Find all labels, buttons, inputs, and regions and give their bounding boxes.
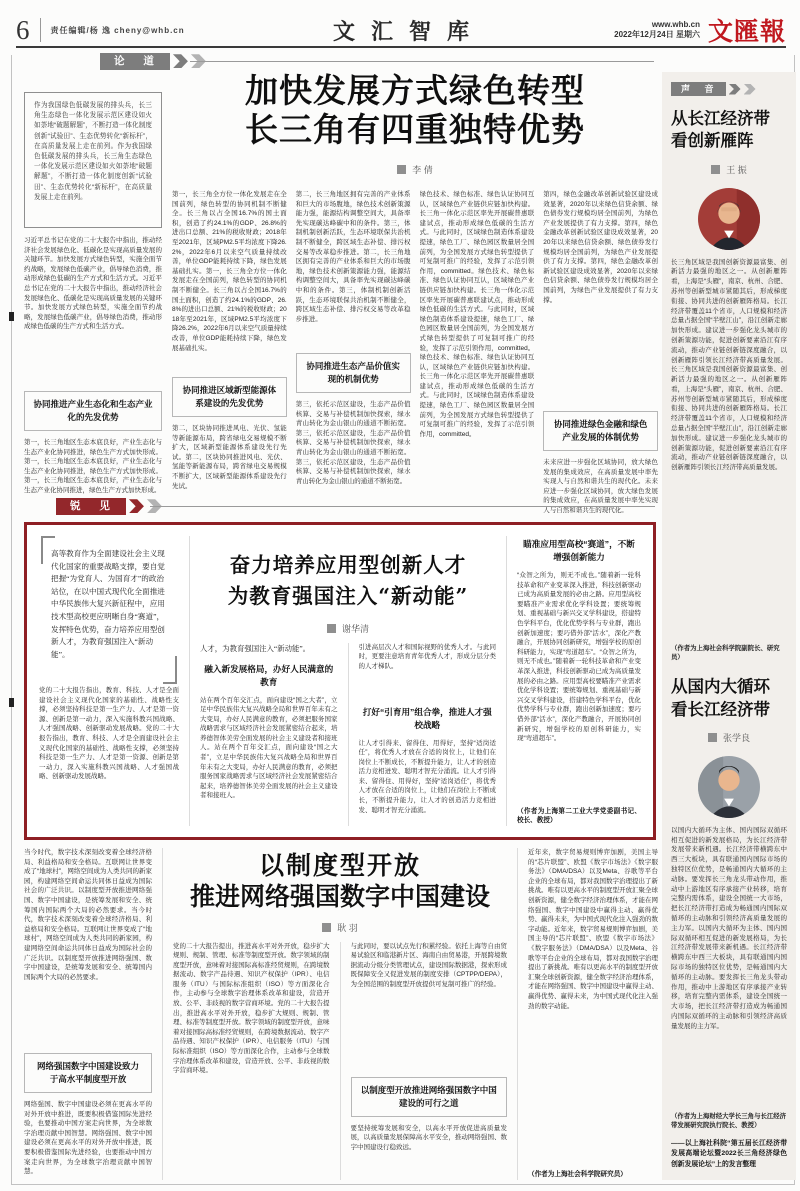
frame-tick-icon	[9, 312, 14, 321]
portrait-illustration	[698, 188, 760, 250]
talent-middle-block	[189, 536, 507, 826]
page-frame-bottom	[11, 1184, 795, 1185]
digital-column-4	[528, 848, 658, 1180]
page-number: 6	[16, 14, 30, 45]
subhead-box: 协同推进产业生态化和生态产业化的先发优势	[24, 391, 162, 431]
chevron-right-icon	[173, 54, 188, 68]
green-left-column	[24, 92, 162, 532]
frame-tick-icon	[9, 698, 14, 707]
portrait-photo-1	[698, 188, 760, 250]
website: www.whb.cn	[651, 20, 700, 29]
green-column-3	[296, 190, 411, 532]
portrait-photo-2	[698, 756, 760, 818]
chevron-right-icon	[729, 84, 741, 95]
body-text: 习近平总书记在党的二十大报告中指出，推动经济社会发展绿色化、低碳化是实现高质量发展的关键环节。加快发展方式绿色转型，实施全面节约战略，发展绿色低碳产业，倡导绿色消费，推动形成绿色低碳的生产方式和生活方式。习近平总书记在党的二十大报告中指出，推动经济社会发展绿色化、低碳化是实现高质量发展的关键环节。加快发展方式绿色转型，实施全面节约战略，发展绿色低碳产业，倡导绿色消费，推动形成绿色低碳的生产方式和生活方式。	[24, 237, 162, 331]
byline-author: 张学良	[722, 732, 750, 743]
digital-headline	[173, 850, 507, 913]
page-header	[16, 14, 786, 48]
body-text: 引进高层次人才和国际视野的优秀人才。与此同时，更要注意培育青年优秀人才，形成分层分类的人才梯队。	[358, 643, 496, 670]
byline-author: 李 倩	[412, 165, 433, 175]
byline-square-icon	[322, 923, 331, 932]
digital-byline	[173, 921, 507, 934]
intro-box	[24, 92, 162, 228]
portrait-illustration	[698, 756, 760, 818]
green-column-5	[543, 190, 658, 532]
byline-square-icon	[711, 165, 720, 174]
article-digital-china	[24, 848, 658, 1180]
body-text: 党的二十大报告指出，教育、科技、人才是全面建设社会主义现代化国家的基础性、战略性支撑，必须坚持科技是第一生产力、人才是第一资源、创新是第一动力，深入实施科教兴国战略、人才强国战略、创新驱动发展战略。党的二十大报告指出，教育、科技、人才是全面建设社会主义现代化国家的基础性、战略性支撑，必须坚持科技是第一生产力、人才是第一资源、创新是第一动力，深入实施科教兴国战略、人才强国战略、创新驱动发展战略。	[39, 687, 179, 781]
subhead: 融入新发展格局，办好人民满意的教育	[204, 663, 334, 687]
body-text: 网络强国、数字中国建设必须在更高水平的对外开放中推进，既要积极借鉴国际先进经验，也要推动中国方案走向世界，为全球数字治理贡献中国智慧。网络强国、数字中国建设必须在更高水平的对外开放中推进，既要积极借鉴国际先进经验，也要推动中国方案走向世界，为全球数字治理贡献中国智慧。	[24, 1101, 152, 1176]
byline-square-icon	[708, 733, 717, 742]
headline-line2: 看长江经济带	[671, 699, 770, 719]
sidebar-attribution-2: （作者为上海财经大学长三角与长江经济带发展研究院执行院长、教授）	[671, 1112, 787, 1130]
headline-line1: 从国内大循环	[671, 677, 770, 697]
subhead-box: 以制度型开放推进网络强国数字中国建设的可行之道	[351, 1077, 508, 1117]
article-green-transition	[24, 70, 658, 532]
subhead-box: 协同推进生态产品价值实现的机制优势	[296, 353, 411, 393]
digital-middle-block	[162, 848, 518, 1180]
byline-square-icon	[397, 165, 406, 174]
author-attribution: （作者为上海第二工业大学党委副书记、校长、教授）	[517, 807, 641, 825]
rule-line	[190, 61, 654, 62]
headline-line1: 加快发展方式绿色转型	[245, 71, 585, 110]
byline-author: 耿 羽	[337, 922, 358, 933]
badge-shengyin-label: 声 音	[671, 82, 726, 96]
green-body-columns	[172, 190, 658, 532]
sidebar-byline-1	[671, 163, 787, 176]
body-text: 第三，依托示范区建设，生态产品价值核算、交易与补偿机制加快探索，绿水青山转化为金山银山的通道不断拓宽。第三，依托示范区建设，生态产品价值核算、交易与补偿机制加快探索，绿水青山转化为金山银山的通道不断拓宽。第三，依托示范区建设，生态产品价值核算、交易与补偿机制加快探索，绿水青山转化为金山银山的通道不断拓宽。	[295, 401, 411, 485]
page-frame-left	[11, 55, 12, 1185]
headline-line1: 奋力培养应用型创新人才	[229, 553, 467, 577]
green-column-4	[420, 190, 535, 532]
editor-line: 责任编辑/杨 逸 cheny@whb.cn	[50, 25, 185, 35]
digital-column-a	[173, 942, 330, 1181]
body-text: 党的二十大报告提出，推进高水平对外开放，稳步扩大规则、规制、管理、标准等制度型开放。数字领域的制度型开放，意味着对接国际高标准经贸规则，在跨境数据流动、数字产品待遇、知识产权保护（IPR）、电信服务（ITU）与国际标准组织（ISO）等方面深化合作，主动参与全球数字治理体系改革和建设，营造开放、公平、非歧视的数字营商环境。党的二十大报告提出，推进高水平对外开放，稳步扩大规则、规制、管理、标准等制度型开放。数字领域的制度型开放，意味着对接国际高标准经贸规则，在跨境数据流动、数字产品待遇、知识产权保护（IPR）、电信服务（ITU）与国际标准组织（ISO）等方面深化合作，主动参与全球数字治理体系改革和建设，营造开放、公平、非歧视的数字营商环境。	[173, 942, 330, 1075]
sidebar-headline-2	[671, 676, 787, 721]
body-text: 近年来，数字贸易规则博弈加剧，美国主导的“芯片联盟”、欧盟《数字市场法》《数字服务法》（DMA/DSA）以及Meta、谷歌等平台企业的全球布局，都对我国数字治理提出了新挑战。唯有以更高水平的制度型开放汇聚全球创新资源，健全数字经济治理体系，才能在网络强国、数字中国建设中赢得主动、赢得优势、赢得未来，为中国式现代化注入强劲的数字动能。近年来，数字贸易规则博弈加剧，美国主导的“芯片联盟”、欧盟《数字市场法》《数字服务法》（DMA/DSA）以及Meta、谷歌等平台企业的全球布局，都对我国数字治理提出了新挑战。唯有以更高水平的制度型开放汇聚全球创新资源，健全数字经济治理体系，才能在网络强国、数字中国建设中赢得主动、赢得优势、赢得未来，为中国式现代化注入强劲的数字动能。	[528, 849, 658, 1010]
intro-box-text: 作为我国绿色低碳发展的排头兵，长三角生态绿色一体化发展示范区建设如火如荼地“破题解题”，不断打造一体化制度创新“试验田”、生态优势转化“新标杆”，在高质量发展上走在前列。作为我国绿色低碳发展的排头兵，长三角生态绿色一体化发展示范区建设如火如荼地“破题解题”，不断打造一体化制度创新“试验田”、生态优势转化“新标杆”，在高质量发展上走在前列。	[34, 102, 152, 201]
sidebar-footer-note: ——以上海社科院“第五届长江经济带发展高端论坛暨2022长三角经济绿色创新发展论坛”上的发言整理	[671, 1139, 787, 1168]
intro-quote: 高等教育作为全面建设社会主义现代化国家的重要战略支撑，要自觉把握“为党育人、为国育才”的政治站位，在以中国式现代化全面推进中华民族伟大复兴新征程中，应用技术型高校更应明晰自身“赛道”，发挥特色优势，奋力培养应用型创新人才，为教育强国注入“新动能”。	[39, 536, 179, 686]
headline-line1: 从长江经济带	[671, 109, 770, 128]
section-title: 文汇智库	[332, 18, 485, 44]
headline-line2: 看创新雁阵	[671, 131, 754, 151]
body-text: 未来应进一步强化区域协同，放大绿色发展的集成效应，在高质量发展中率先实现人与自然和谐共生的现代化。未来应进一步强化区域协同，放大绿色发展的集成效应，在高质量发展中率先实现人与自然和谐共生的现代化。	[543, 459, 658, 514]
masthead-logo: 文匯報	[707, 17, 786, 46]
sidebar-headline-1	[671, 108, 787, 153]
byline-author: 王 振	[726, 164, 747, 175]
body-text: 当今时代，数字技术深刻改变着全球经济格局、利益格局和安全格局。互联网让世界变成了“地球村”，网络空间成为人类共同的新家园，构建网络空间命运共同体日益成为国际社会的广泛共识。以制度型开放推进网络强国、数字中国建设，是统筹发展和安全、统筹国内国际两个大局的必然要求。当今时代，数字技术深刻改变着全球经济格局、利益格局和安全格局。互联网让世界变成了“地球村”，网络空间成为人类共同的新家园，构建网络空间命运共同体日益成为国际社会的广泛共识。以制度型开放推进网络强国、数字中国建设，是统筹发展和安全、统筹国内国际两个大局的必然要求。	[24, 849, 152, 981]
headline-line2: 为教育强国注入“新动能”	[227, 583, 469, 608]
talent-headline	[200, 550, 496, 612]
headline-line2: 长三角有四重独特优势	[245, 109, 585, 149]
digital-column-1	[24, 848, 152, 1180]
digital-column-b	[340, 942, 508, 1181]
headline-line2: 推进网络强国数字中国建设	[189, 882, 490, 912]
green-column-2	[172, 190, 287, 532]
body-text: 第四，绿色金融改革创新试验区建设成效显著，2020年以来绿色信贷余额、绿色债券发行规模均居全国前列，为绿色产业发展提供了有力支撑。第四，绿色金融改革创新试验区建设成效显著，2020年以来绿色信贷余额、绿色债券发行规模均居全国前列，为绿色产业发展提供了有力支撑。第四，绿色金融改革创新试验区建设成效显著，2020年以来绿色信贷余额、绿色债券发行规模均居全国前列，为绿色产业发展提供了有力支撑。	[543, 191, 658, 304]
body-text: 站在两个百年交汇点，面向建设“国之大者”，立足中华民族伟大复兴战略全局和世界百年未有之大变局，办好人民满意的教育，必须把服务国家战略需求与区域经济社会发展紧密结合起来，培养德智体美劳全面发展的社会主义建设者和接班人。站在两个百年交汇点，面向建设“国之大者”，立足中华民族伟大复兴战略全局和世界百年未有之大变局，办好人民满意的教育，必须把服务国家战略需求与区域经济社会发展紧密结合起来，培养德智体美劳全面发展的社会主义建设者和接班人。	[200, 696, 338, 800]
subhead-box: 协同推进绿色金融和绿色产业发展的体制优势	[543, 411, 658, 451]
rule-line	[150, 506, 655, 507]
subhead: 瞄准应用型高校“赛道”，不断增强创新能力	[523, 539, 635, 562]
talent-column-4	[517, 536, 641, 826]
subhead-box: 协同推进区域新型能源体系建设的先发优势	[172, 377, 287, 417]
article-talent-redbox	[24, 522, 656, 840]
digital-inner-columns	[173, 942, 507, 1181]
talent-column-a	[200, 643, 338, 827]
badge-lundao-label: 论 道	[100, 53, 170, 70]
body-text: 与此同时，要以试点先行积累经验。依托上海等自由贸易试验区和临港新片区、海南自由贸易港，开展跨境数据流动分级分类管理试点，建设国际数据港，探索形成既保障安全又促进发展的制度安排（CPTPP/DEPA），为全国范围的制度型开放提供可复制可推广的经验。	[350, 942, 507, 988]
body-text: 第二，长三角地区拥有完善的产业体系和巨大的市场腹地，绿色技术创新策源能力强，能源结构调整空间大，具备率先实现碳达峰碳中和的条件。第三，体制机制创新活跃，生态环境联保共治机制不断健全，跨区域生态补偿、排污权交易等改革稳步推进。第二，长三角地区拥有完善的产业体系和巨大的市场腹地，绿色技术创新策源能力强，能源结构调整空间大，具备率先实现碳达峰碳中和的条件。第三，体制机制创新活跃，生态环境联保共治机制不断健全，跨区域生态补偿、排污权交易等改革稳步推进。	[295, 191, 411, 323]
sidebar-body-2: 以国内大循环为主体、国内国际双循环相互促进的新发展格局，为长江经济带发展带来新机遇。长江经济带横跨东中西三大板块，具有联通国内国际市场的独特区位优势，是畅通国内大循环的主动脉。要发挥长三角龙头带动作用，推动中上游地区有序承接产业转移，培育完整内需体系，建设全国统一大市场，把长江经济带打造成为畅通国内国际双循环的主动脉和引领经济高质量发展的主力军。以国内大循环为主体、国内国际双循环相互促进的新发展格局，为长江经济带发展带来新机遇。长江经济带横跨东中西三大板块，具有联通国内国际市场的独特区位优势，是畅通国内大循环的主动脉。要发挥长三角龙头带动作用，推动中上游地区有序承接产业转移，培育完整内需体系，建设全国统一大市场，把长江经济带打造成为畅通国内国际双循环的主动脉和引领经济高质量发展的主力军。	[671, 826, 787, 1030]
body-text: 第二，区块协同推进风电、光伏、氢能等新能源布局，跨省绿电交易规模不断扩大，区域新型能源体系建设先行先试。第二，区块协同推进风电、光伏、氢能等新能源布局，跨省绿电交易规模不断扩大，区域新型能源体系建设先行先试。	[172, 425, 287, 490]
date-line: 2022年12月24日 星期六	[614, 30, 700, 39]
body-text: “众智之所为，则无不成也。”随着新一轮科技革命和产业变革深入推进，科技创新驱动已成为高质量发展的必由之路。应用型高校要瞄准产业需求优化学科设置；要统筹规划、重视基础与新兴交叉学科建设，搭建特色学科平台，优化优势学科与专业群，跑出创新加速度；要巧借外部“活水”，深化产教融合，开展协同创新研究，增强学校的原创科研能力，实现“弯道超车”。“众智之所为，则无不成也。”随着新一轮科技革命和产业变革深入推进，科技创新驱动已成为高质量发展的必由之路。应用型高校要瞄准产业需求优化学科设置；要统筹规划、重视基础与新兴交叉学科建设，搭建特色学科平台，优化优势学科与专业群，跑出创新加速度；要巧借外部“活水”，深化产教融合，开展协同创新研究，增强学校的原创科研能力，实现“弯道超车”。	[517, 572, 641, 743]
subhead: 打好“引育用”组合拳，推进人才强校战略	[362, 706, 492, 730]
green-article-byline	[172, 163, 658, 176]
body-text: 让人才引得来、留得住、用得好，坚持“适岗适任”，将优秀人才放在合适的岗位上，让他们在岗位上不断成长，不断提升能力，让人才的创造活力竞相迸发、聪明才智充分涌流。让人才引得来、留得住、用得好，坚持“适岗适任”，将优秀人才放在合适的岗位上，让他们在岗位上不断成长，不断提升能力，让人才的创造活力竞相迸发、聪明才智充分涌流。	[358, 739, 496, 814]
quote-tail: 人才，为教育强国注入“新动能”。	[200, 643, 311, 653]
talent-column-1	[39, 536, 179, 826]
author-attribution: （作者为上海社会科学院研究员）	[528, 1171, 627, 1179]
chevron-right-icon	[129, 499, 144, 513]
subhead-box: 网络强国数字中国建设致力于高水平制度型开放	[24, 1053, 152, 1093]
badge-shengyin	[671, 82, 787, 96]
badge-ruijian	[56, 498, 162, 515]
body-text: 第一，长三角地区生态本底良好，产业生态化与生态产业化协同推进，绿色生产方式加快形成。第一，长三角地区生态本底良好，产业生态化与生态产业化协同推进，绿色生产方式加快形成。第一，长三角地区生态本底良好，产业生态化与生态产业化协同推进，绿色生产方式加快形成。	[24, 439, 162, 494]
sidebar-byline-2	[671, 731, 787, 744]
headline-line1: 以制度型开放	[258, 851, 421, 880]
body-text: 第一，长三角全方位一体化发展走在全国前列，绿色转型的协同机制不断健全。长三角以占全国16.7%的国土面积，创造了约24.1%的GDP、26.8%的进出口总额、21%的税收财政；2018年至2021年，区域PM2.5平均浓度下降26.2%，2022年6月以来空气质量持续改善，单位GDP能耗持续下降，绿色发展基础扎实。第一，长三角全方位一体化发展走在全国前列，绿色转型的协同机制不断健全。长三角以占全国16.7%的国土面积，创造了约24.1%的GDP、26.8%的进出口总额、21%的税收财政；2018年至2021年，区域PM2.5平均浓度下降26.2%，2022年6月以来空气质量持续改善，单位GDP能耗持续下降，绿色发展基础扎实。	[172, 191, 287, 352]
talent-byline	[200, 622, 496, 635]
talent-inner-columns	[200, 643, 496, 827]
sidebar-voices	[662, 72, 796, 1180]
chevron-right-icon	[744, 84, 756, 95]
byline-square-icon	[327, 624, 336, 633]
sidebar-body-1: 长三角区域是我国创新资源最富集、创新活力最强的地区之一。从创新雁阵看，上海是“头雁”，南京、杭州、合肥、苏州等创新型城市紧随其后，形成梯度衔接、协同共进的创新雁阵格局。长江经济带覆盖11个省市，人口规模和经济总量占据全国“半壁江山”，沿江创新走廊加快形成。建议进一步强化龙头城市的创新策源功能，促进创新要素沿江有序流动，推动产业链创新链深度融合，以创新雁阵引领长江经济带高质量发展。长三角区域是我国创新资源最富集、创新活力最强的地区之一。从创新雁阵看，上海是“头雁”，南京、杭州、合肥、苏州等创新型城市紧随其后，形成梯度衔接、协同共进的创新雁阵格局。长江经济带覆盖11个省市，人口规模和经济总量占据全国“半壁江山”，沿江创新走廊加快形成。建议进一步强化龙头城市的创新策源功能，促进创新要素沿江有序流动，推动产业链创新链深度融合，以创新雁阵引领长江经济带高质量发展。	[671, 258, 787, 472]
green-article-headline	[172, 72, 658, 149]
sidebar-attribution-1: （作者为上海社会科学院副院长、研究员）	[671, 644, 780, 661]
badge-ruijian-label: 锐 见	[56, 498, 126, 515]
talent-column-b	[348, 643, 497, 827]
body-text: 要坚持统筹发展和安全，以高水平开放促进高质量发展，以高质量发展保障高水平安全，推动网络强国、数字中国建设行稳致远。	[350, 1124, 507, 1151]
byline-author: 谢华清	[341, 623, 369, 634]
body-text: 绿色技术、绿色标准、绿色认证协同互认，区域绿色产业链供应链加快构建。长三角一体化示范区率先开展碳普惠联建试点，推动形成绿色低碳的生活方式。与此同时，区域绿色制造体系建设提速，绿色工厂、绿色园区数量居全国前列，为全国发展方式绿色转型提供了可复制可推广的经验，发挥了示范引领作用，committed。绿色技术、绿色标准、绿色认证协同互认，区域绿色产业链供应链加快构建。长三角一体化示范区率先开展碳普惠联建试点，推动形成绿色低碳的生活方式。与此同时，区域绿色制造体系建设提速，绿色工厂、绿色园区数量居全国前列，为全国发展方式绿色转型提供了可复制可推广的经验，发挥了示范引领作用，committed。绿色技术、绿色标准、绿色认证协同互认，区域绿色产业链供应链加快构建。长三角一体化示范区率先开展碳普惠联建试点，推动形成绿色低碳的生活方式。与此同时，区域绿色制造体系建设提速，绿色工厂、绿色园区数量居全国前列，为全国发展方式绿色转型提供了可复制可推广的经验，发挥了示范引领作用，committed。	[419, 191, 535, 438]
